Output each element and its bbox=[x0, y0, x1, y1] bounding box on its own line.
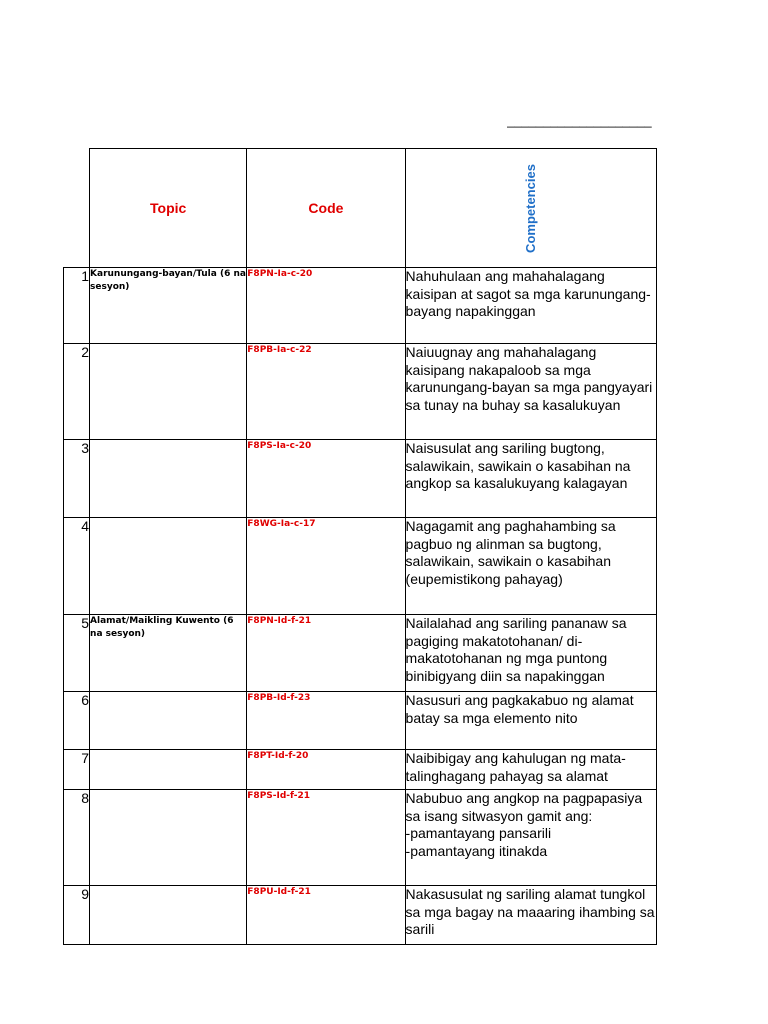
row-competency: Nabubuo ang angkop na pagpapasiya sa isang sitwasyon gamit ang: -pamantayang pansarili -pamantayang itinakda bbox=[405, 790, 656, 886]
table-row bbox=[64, 344, 657, 440]
row-code: F8PB-Ia-c-22 bbox=[247, 344, 405, 440]
row-topic bbox=[90, 790, 247, 886]
row-competency: Nagagamit ang paghahambing sa pagbuo ng alinman sa bugtong, salawikain, sawikain o kasabihan (eupemistikong pahayag) bbox=[405, 518, 656, 615]
row-number: 4 bbox=[64, 518, 90, 615]
competency-table bbox=[63, 148, 657, 945]
row-competency: Naiuugnay ang mahahalagang kaisipang nakapaloob sa mga karunungang-bayan sa mga pangyayari sa tunay na buhay sa kasalukuyan bbox=[405, 344, 656, 440]
table-row bbox=[64, 790, 657, 886]
row-topic bbox=[90, 886, 247, 945]
row-number: 2 bbox=[64, 344, 90, 440]
table-row bbox=[64, 440, 657, 518]
row-competency: Nailalahad ang sariling pananaw sa pagiging makatotohanan/ di-makatotohanan ng mga puntong binibigyang diin sa napakinggan bbox=[405, 615, 656, 692]
table-row bbox=[64, 615, 657, 692]
row-code: F8PB-Id-f-23 bbox=[247, 692, 405, 750]
row-code: F8PN-Id-f-21 bbox=[247, 615, 405, 692]
header-competencies-label: Competencies bbox=[523, 163, 539, 253]
row-topic bbox=[90, 344, 247, 440]
row-competency: Nahuhulaan ang mahahalagang kaisipan at sagot sa mga karunungang-bayang napakinggan bbox=[405, 268, 656, 344]
row-competency: Naibibigay ang kahulugan ng mata-talinghagang pahayag sa alamat bbox=[405, 750, 656, 790]
row-number: 7 bbox=[64, 750, 90, 790]
table-row bbox=[64, 518, 657, 615]
header-topic: Topic bbox=[90, 149, 247, 268]
row-topic bbox=[90, 440, 247, 518]
header-competencies bbox=[405, 149, 656, 268]
row-number: 5 bbox=[64, 615, 90, 692]
row-topic bbox=[90, 750, 247, 790]
row-topic: Karunungang-bayan/Tula (6 na sesyon) bbox=[90, 268, 247, 344]
table-header-row bbox=[64, 149, 657, 268]
row-competency: Nasusuri ang pagkakabuo ng alamat batay sa mga elemento nito bbox=[405, 692, 656, 750]
row-number: 9 bbox=[64, 886, 90, 945]
row-code: F8PU-Id-f-21 bbox=[247, 886, 405, 945]
table-row bbox=[64, 268, 657, 344]
row-code: F8WG-Ia-c-17 bbox=[247, 518, 405, 615]
row-topic bbox=[90, 692, 247, 750]
row-code: F8PT-Id-f-20 bbox=[247, 750, 405, 790]
table-row bbox=[64, 886, 657, 945]
row-number: 1 bbox=[64, 268, 90, 344]
row-number: 6 bbox=[64, 692, 90, 750]
row-code: F8PN-Ia-c-20 bbox=[247, 268, 405, 344]
row-number: 8 bbox=[64, 790, 90, 886]
table-row bbox=[64, 692, 657, 750]
header-number-blank bbox=[64, 149, 90, 268]
row-code: F8PS-Id-f-21 bbox=[247, 790, 405, 886]
row-code: F8PS-Ia-c-20 bbox=[247, 440, 405, 518]
table-row bbox=[64, 750, 657, 790]
row-topic: Alamat/Maikling Kuwento (6 na sesyon) bbox=[90, 615, 247, 692]
header-code: Code bbox=[247, 149, 405, 268]
row-competency: Naisusulat ang sariling bugtong, salawikain, sawikain o kasabihan na angkop sa kasalukuyang kalagayan bbox=[405, 440, 656, 518]
row-competency: Nakasusulat ng sariling alamat tungkol sa mga bagay na maaaring ihambing sa sarili bbox=[405, 886, 656, 945]
signature-line: ____________________ bbox=[507, 113, 652, 128]
row-topic bbox=[90, 518, 247, 615]
row-number: 3 bbox=[64, 440, 90, 518]
